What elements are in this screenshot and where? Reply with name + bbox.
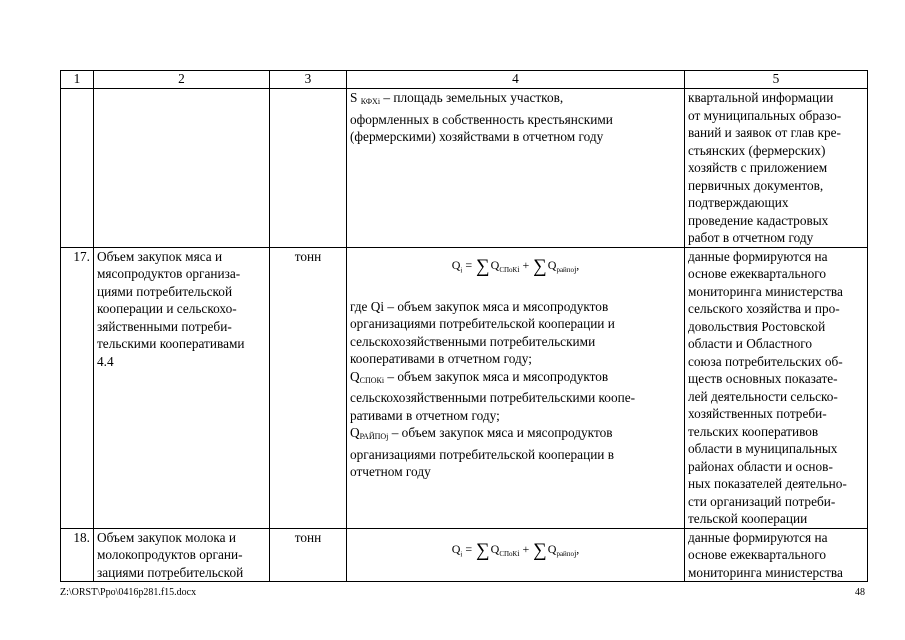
- desc-line: организациями потребительской кооперации в: [350, 446, 615, 462]
- source-line: данные формируются на: [688, 529, 828, 545]
- formula-symbol: Q: [451, 541, 461, 556]
- formula-symbol: Q: [451, 257, 461, 272]
- source-line: работ в отчетном году: [688, 230, 814, 245]
- source-line: районах области и основ-: [688, 458, 833, 474]
- formula-subscript: [556, 550, 576, 558]
- formula-symbol: Q: [547, 541, 557, 556]
- desc-line: [350, 368, 681, 390]
- formula-symbol: Q: [490, 257, 500, 272]
- source-line: хозяйств с приложением: [688, 160, 828, 175]
- desc-line: ративами в отчетном году;: [350, 407, 500, 423]
- indicator-cell: [94, 89, 270, 248]
- formula-subscript: [499, 550, 519, 558]
- source-line: проведение кадастровых: [688, 212, 829, 228]
- table-row-continuation: [61, 89, 868, 248]
- table-row-17: [61, 247, 868, 528]
- indicator-line: циями потребительской: [97, 283, 233, 299]
- source-cell: [685, 528, 868, 582]
- formula-subscript: i: [460, 549, 463, 558]
- formula-equals: =: [462, 541, 476, 556]
- desc-text: – объем закупок мяса и мясопродуктов: [388, 425, 613, 440]
- table-row-18: [61, 528, 868, 582]
- desc-text: – объем закупок мяса и мясопродуктов: [384, 368, 609, 384]
- formula-description: [350, 298, 681, 481]
- source-line: сельского хозяйства и про-: [688, 301, 840, 316]
- source-line: данные формируются на: [688, 248, 828, 264]
- source-line: мониторинга министерства: [688, 283, 843, 299]
- source-line: основе ежеквартального: [688, 547, 827, 562]
- source-line: тельской кооперации: [688, 511, 808, 526]
- header-cell: 3: [270, 71, 347, 89]
- source-line: области в муниципальных: [688, 441, 838, 456]
- source-line: ных показателей деятельно-: [688, 476, 847, 491]
- formula: [350, 529, 681, 579]
- footer-file-path: Z:\ORST\Ppo\0416p281.f15.docx: [60, 587, 197, 598]
- row-number: 18.: [61, 528, 94, 582]
- indicator-line: мясопродуктов организа-: [97, 266, 241, 281]
- formula-cell: [347, 89, 685, 248]
- indicator-line: кооперации и сельскохо-: [97, 301, 237, 316]
- row-number-cell: [61, 89, 94, 248]
- formula-subscript-text: райпо: [556, 549, 575, 558]
- source-line: подтверждающих: [688, 195, 789, 210]
- source-line: довольствия Ростовской: [688, 318, 826, 334]
- source-line: основе ежеквартального: [688, 266, 827, 281]
- indicator-name: [97, 248, 266, 371]
- sigma-icon: ∑: [533, 539, 547, 561]
- symbol-subscript: РАЙПОj: [359, 432, 389, 441]
- formula-cell: [347, 528, 685, 582]
- source-line: области и Областного: [688, 336, 813, 351]
- indicator-cell: [94, 247, 270, 528]
- source-line: тельских кооперативов: [688, 423, 819, 439]
- formula-symbol: Q: [547, 257, 557, 272]
- source-line: квартальной информации: [688, 90, 834, 105]
- page-number: 48: [855, 587, 865, 598]
- symbol: Q: [350, 368, 360, 384]
- source-line: ществ основных показате-: [688, 371, 838, 386]
- indicator-line: Объем закупок молока и: [97, 529, 236, 545]
- source-line: союза потребительских об-: [688, 353, 843, 369]
- source-line: стьянских (фермерских): [688, 142, 826, 158]
- sigma-icon: ∑: [476, 255, 490, 277]
- source-cell: [685, 89, 868, 248]
- formula-symbol: Q: [490, 541, 500, 556]
- indicator-line: Объем закупок мяса и: [97, 248, 223, 264]
- formula: [350, 248, 681, 298]
- formula-plus: +: [519, 257, 533, 272]
- formula-subsubscript: j: [574, 264, 577, 274]
- header-cell: 4: [347, 71, 685, 89]
- desc-line: организациями потребительской кооперации и: [350, 316, 615, 331]
- formula-subscript: [556, 266, 576, 274]
- desc-line: сельскохозяйственными потребительскими: [350, 333, 596, 349]
- source-line: хозяйственных потреби-: [688, 406, 827, 421]
- formula-subscript-text: СПоК: [499, 549, 518, 558]
- desc-line: (фермерскими) хозяйствами в отчетном году: [350, 129, 604, 144]
- formula-subsubscript: j: [574, 548, 577, 558]
- formula-cell: [347, 247, 685, 528]
- formula-subsubscript: i: [517, 548, 520, 558]
- desc-line: где Qi – объем закупок мяса и мясопродуктов: [350, 298, 609, 314]
- desc-line: оформленных в собственность крестьянскими: [350, 111, 613, 127]
- indicator-line: 4.4: [97, 353, 114, 369]
- unit-cell: тонн: [270, 247, 347, 528]
- formula-subsubscript: i: [517, 264, 520, 274]
- unit-cell: тонн: [270, 528, 347, 582]
- indicator-name: [97, 529, 266, 582]
- symbol: S: [350, 90, 358, 105]
- desc-line: [350, 89, 681, 111]
- desc-line: отчетном году: [350, 464, 431, 479]
- symbol: Q: [350, 425, 360, 440]
- symbol-subscript: КФХi: [360, 97, 381, 106]
- row-number: 17.: [61, 247, 94, 528]
- desc-line: сельскохозяйственными потребительскими коопе-: [350, 390, 636, 405]
- formula-subscript-text: райпо: [556, 265, 575, 274]
- indicator-line: зациями потребительской: [97, 564, 244, 580]
- source-line: первичных документов,: [688, 177, 824, 193]
- formula-subscript: i: [460, 265, 463, 274]
- symbol-subscript: СПОКi: [359, 375, 385, 385]
- header-cell: 2: [94, 71, 270, 89]
- indicator-line: молокопродуктов органи-: [97, 547, 243, 562]
- source-line: ваний и заявок от глав кре-: [688, 125, 841, 140]
- table-header-row: [61, 71, 868, 89]
- desc-line: кооперативами в отчетном году;: [350, 351, 532, 366]
- header-cell: 1: [61, 71, 94, 89]
- formula-subscript-text: СПоК: [499, 265, 518, 274]
- source-text: [688, 529, 864, 582]
- formula-subscript: [499, 266, 519, 274]
- indicator-cell: [94, 528, 270, 582]
- source-text: [688, 248, 864, 528]
- formula-description: [350, 89, 681, 146]
- source-line: от муниципальных образо-: [688, 107, 842, 123]
- formula-plus: +: [519, 541, 533, 556]
- desc-line: [350, 424, 681, 446]
- desc-text: – площадь земельных участков,: [380, 90, 564, 105]
- source-line: сти организаций потреби-: [688, 493, 836, 509]
- indicator-table: [60, 70, 868, 582]
- source-line: мониторинга министерства: [688, 564, 843, 580]
- formula-comma: ,: [576, 541, 580, 556]
- indicator-line: тельскими кооперативами: [97, 336, 245, 351]
- source-line: лей деятельности сельско-: [688, 388, 838, 404]
- formula-equals: =: [462, 257, 476, 272]
- indicator-line: зяйственными потреби-: [97, 318, 232, 334]
- unit-cell: [270, 89, 347, 248]
- header-cell: 5: [685, 71, 868, 89]
- source-text: [688, 89, 864, 247]
- sigma-icon: ∑: [533, 255, 547, 277]
- sigma-icon: ∑: [476, 539, 490, 561]
- formula-comma: ,: [576, 257, 580, 272]
- source-cell: [685, 247, 868, 528]
